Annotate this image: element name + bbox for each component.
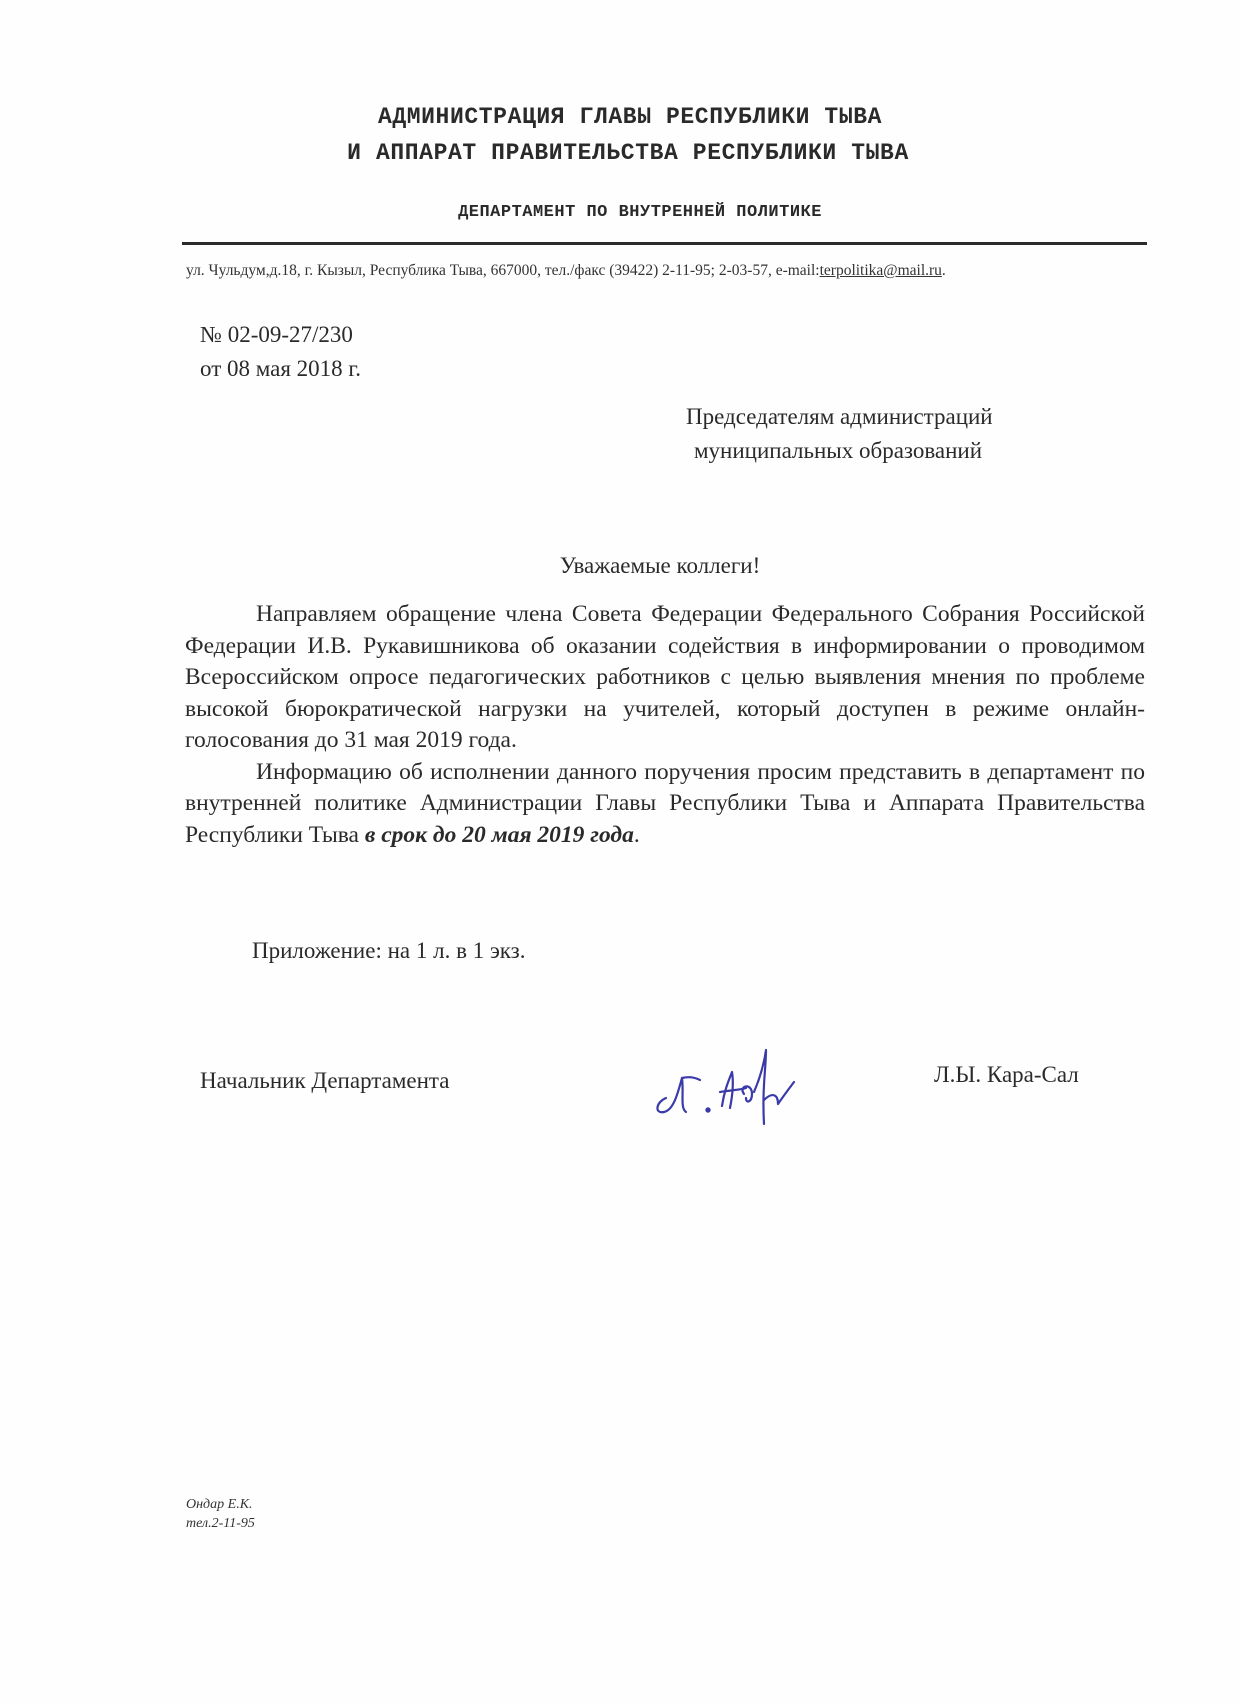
recipient-line-1: Председателям администраций	[686, 404, 993, 429]
organization-title-line-1: АДМИНИСТРАЦИЯ ГЛАВЫ РЕСПУБЛИКИ ТЫВА	[377, 104, 883, 130]
handwritten-signature	[648, 1028, 818, 1140]
document-number: № 02-09-27/230	[200, 322, 353, 347]
deadline-emphasis: в срок до 20 мая 2019 года	[364, 821, 634, 848]
document-date: от 08 мая 2018 г.	[200, 356, 362, 381]
header-divider	[182, 242, 1147, 245]
body-paragraph-1: Направляем обращение члена Совета Федерации Федерального Собрания Российской Федерации И.В. Рукавишникова об оказании содействия в информировании о проводимом Всероссийском опросе педагогических работников с целью выявления мнения по проблеме высокой бюрократической нагрузки на учителей, который доступен в режиме онлайн-голосования до 31 мая 2019 года.	[185, 601, 1145, 753]
department-title: ДЕПАРТАМЕНТ ПО ВНУТРЕННЕЙ ПОЛИТИКЕ	[458, 203, 822, 222]
paragraph-2-text: Информацию об исполнении данного поручения просим представить в департамент по внутренней политике Администрации Главы Республики Тыва и Аппарата Правительства Республики Тыва	[185, 758, 1145, 848]
organization-title-line-2: И АППАРАТ ПРАВИТЕЛЬСТВА РЕСПУБЛИКИ ТЫВА	[347, 140, 909, 166]
letter-body	[185, 599, 1145, 851]
body-paragraph-2	[185, 757, 1145, 852]
address-text: ул. Чульдум,д.18, г. Кызыл, Республика Тыва, 667000, тел./факс (39422) 2-11-95; 2-03-57, e-mail:	[186, 262, 820, 279]
attachment-note: Приложение: на 1 л. в 1 экз.	[252, 938, 526, 963]
signer-name: Л.Ы. Кара-Сал	[934, 1062, 1079, 1087]
recipient-block	[686, 400, 993, 468]
recipient-line-2: муниципальных образований	[694, 438, 983, 463]
greeting: Уважаемые коллеги!	[559, 553, 761, 578]
signer-title: Начальник Департамента	[200, 1068, 450, 1093]
address-line	[186, 262, 946, 280]
address-end: .	[941, 262, 946, 279]
executor-name: Ондар Е.К.	[186, 1497, 253, 1512]
executor-block	[186, 1495, 255, 1533]
registration-block	[200, 318, 361, 386]
paragraph-2-end: .	[633, 821, 640, 848]
email-link[interactable]: terpolitika@mail.ru	[819, 262, 942, 279]
executor-phone: тел.2-11-95	[186, 1516, 255, 1531]
